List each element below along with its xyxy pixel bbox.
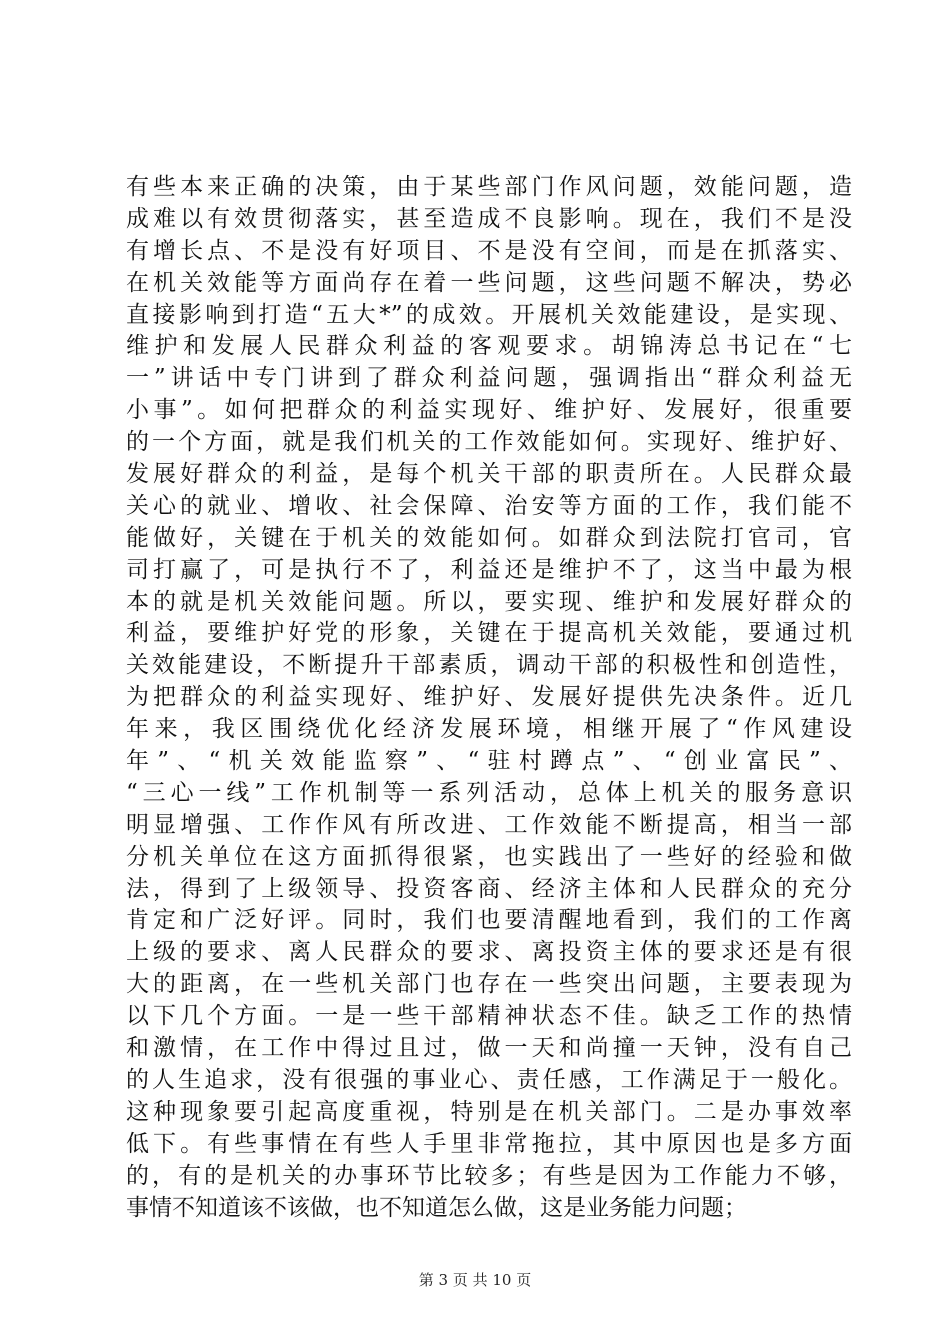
body-line: 低下。有些事情在有些人手里非常拖拉，其中原因也是多方面: [126, 1130, 852, 1157]
body-line: 发展好群众的利益，是每个机关干部的职责所在。人民群众最: [126, 461, 852, 488]
body-line: 和激情，在工作中得过且过，做一天和尚撞一天钟，没有自己: [126, 1035, 852, 1062]
body-line: 上级的要求、离人民群众的要求、离投资主体的要求还是有很: [126, 939, 852, 966]
body-line: 以下几个方面。一是一些干部精神状态不佳。缺乏工作的热情: [126, 1003, 852, 1030]
body-line: 为把群众的利益实现好、维护好、发展好提供先决条件。近几: [126, 684, 852, 711]
body-line: 的一个方面，就是我们机关的工作效能如何。实现好、维护好、: [126, 429, 852, 456]
body-line: 事情不知道该不该做，也不知道怎么做，这是业务能力问题；: [126, 1194, 747, 1221]
body-line: “三心一线”工作机制等一系列活动，总体上机关的服务意识: [126, 779, 852, 806]
body-line: 一”讲话中专门讲到了群众利益问题，强调指出“群众利益无: [126, 365, 852, 392]
document-body: [126, 172, 852, 1224]
body-line: 的，有的是机关的办事环节比较多；有些是因为工作能力不够，: [126, 1162, 852, 1189]
body-line: 有些本来正确的决策，由于某些部门作风问题，效能问题，造: [126, 174, 852, 200]
body-line: 小事”。如何把群众的利益实现好、维护好、发展好，很重要: [126, 397, 852, 424]
page-number: 第 3 页 共 10 页: [418, 1271, 532, 1289]
body-line: 肯定和广泛好评。同时，我们也要清醒地看到，我们的工作离: [126, 907, 852, 934]
body-line: 在机关效能等方面尚存在着一些问题，这些问题不解决，势必: [126, 269, 852, 296]
body-line: 直接影响到打造“五大*”的成效。开展机关效能建设，是实现、: [126, 301, 852, 328]
body-line: 维护和发展人民群众利益的客观要求。胡锦涛总书记在“七: [126, 333, 852, 360]
body-line: 本的就是机关效能问题。所以，要实现、维护和发展好群众的: [126, 588, 852, 615]
page-footer: [0, 1270, 950, 1290]
body-line: 能做好，关键在于机关的效能如何。如群众到法院打官司，官: [126, 524, 852, 551]
body-line: 年”、“机关效能监察”、“驻村蹲点”、“创业富民”、: [126, 748, 852, 775]
body-line: 法，得到了上级领导、投资客商、经济主体和人民群众的充分: [126, 875, 852, 902]
body-line: 关效能建设，不断提升干部素质，调动干部的积极性和创造性，: [126, 652, 852, 679]
body-line: 分机关单位在这方面抓得很紧，也实践出了一些好的经验和做: [126, 843, 852, 870]
body-line: 关心的就业、增收、社会保障、治安等方面的工作，我们能不: [126, 492, 852, 519]
body-line: 年来，我区围绕优化经济发展环境，相继开展了“作风建设: [126, 716, 852, 743]
body-line: 利益，要维护好党的形象，关键在于提高机关效能，要通过机: [126, 620, 852, 647]
body-line: 这种现象要引起高度重视，特别是在机关部门。二是办事效率: [126, 1098, 852, 1125]
body-line: 大的距离，在一些机关部门也存在一些突出问题，主要表现为: [126, 971, 852, 998]
body-line: 成难以有效贯彻落实，甚至造成不良影响。现在，我们不是没: [126, 205, 852, 232]
body-line: 司打赢了，可是执行不了，利益还是维护不了，这当中最为根: [126, 556, 852, 583]
body-line: 的人生追求，没有很强的事业心、责任感，工作满足于一般化。: [126, 1066, 852, 1093]
body-line: 明显增强、工作作风有所改进、工作效能不断提高，相当一部: [126, 811, 852, 838]
body-line: 有增长点、不是没有好项目、不是没有空间，而是在抓落实、: [126, 237, 852, 264]
